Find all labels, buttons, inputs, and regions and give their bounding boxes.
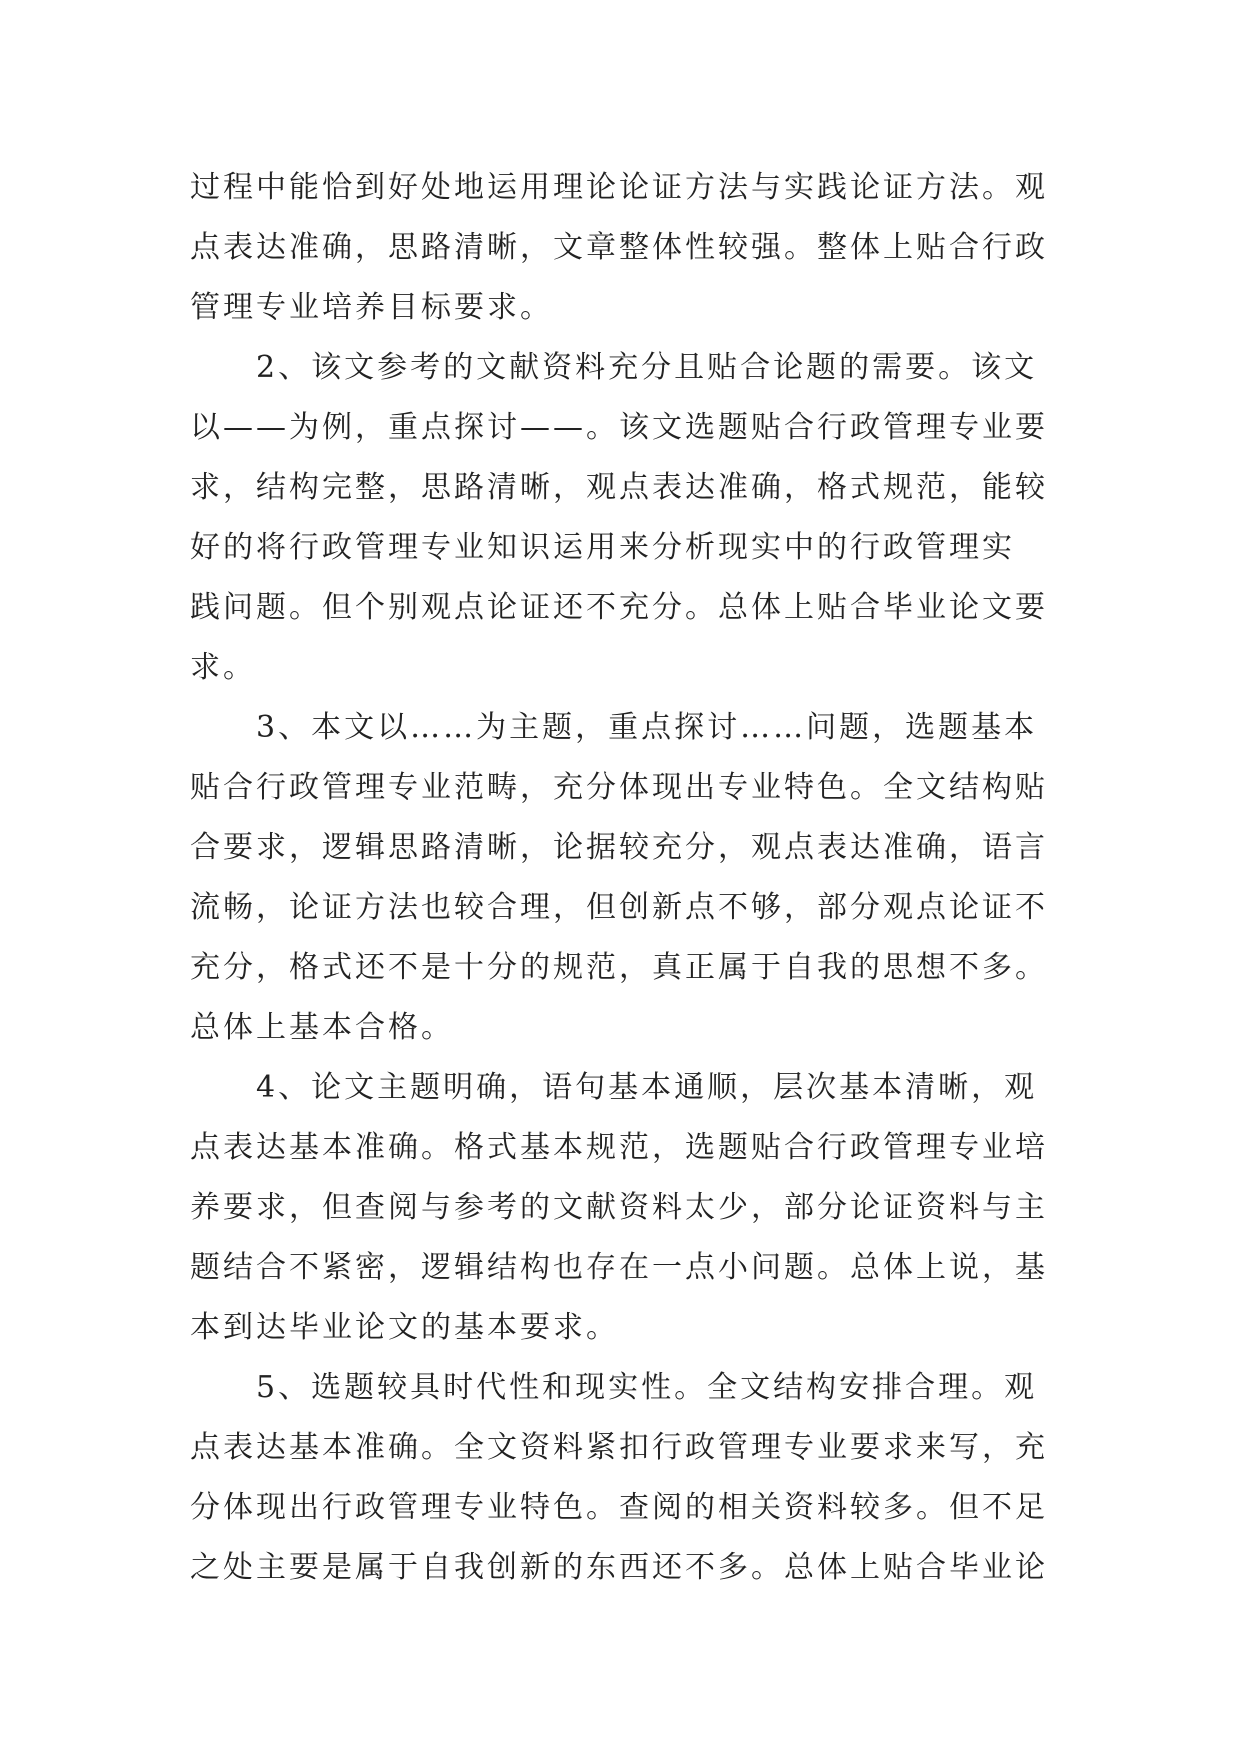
text-line: 充分，格式还不是十分的规范，真正属于自我的思想不多。 xyxy=(190,950,1048,985)
text-line: 4、论文主题明确，语句基本通顺，层次基本清晰，观 xyxy=(256,1070,1038,1105)
text-line: 总体上基本合格。 xyxy=(190,1010,454,1045)
text-line: 之处主要是属于自我创新的东西还不多。总体上贴合毕业论 xyxy=(190,1550,1048,1585)
text-line: 践问题。但个别观点论证还不充分。总体上贴合毕业论文要 xyxy=(190,590,1048,625)
paragraph-4 xyxy=(190,1058,1050,1358)
text-line: 2、该文参考的文献资料充分且贴合论题的需要。该文 xyxy=(256,350,1038,385)
text-line: 5、选题较具时代性和现实性。全文结构安排合理。观 xyxy=(256,1370,1038,1405)
text-line: 点表达准确，思路清晰，文章整体性较强。整体上贴合行政 xyxy=(190,230,1048,265)
paragraph-1 xyxy=(190,158,1050,338)
text-line: 过程中能恰到好处地运用理论论证方法与实践论证方法。观 xyxy=(190,170,1048,205)
text-line: 合要求，逻辑思路清晰，论据较充分，观点表达准确，语言 xyxy=(190,830,1048,865)
text-line: 养要求，但查阅与参考的文献资料太少，部分论证资料与主 xyxy=(190,1190,1048,1225)
text-line: 题结合不紧密，逻辑结构也存在一点小问题。总体上说，基 xyxy=(190,1250,1048,1285)
text-line: 以——为例，重点探讨——。该文选题贴合行政管理专业要 xyxy=(190,410,1048,445)
paragraph-5 xyxy=(190,1358,1050,1598)
text-line: 求，结构完整，思路清晰，观点表达准确，格式规范，能较 xyxy=(190,470,1048,505)
text-line: 分体现出行政管理专业特色。查阅的相关资料较多。但不足 xyxy=(190,1490,1048,1525)
text-line: 3、本文以……为主题，重点探讨……问题，选题基本 xyxy=(256,710,1038,745)
paragraph-2 xyxy=(190,338,1050,698)
text-line: 点表达基本准确。格式基本规范，选题贴合行政管理专业培 xyxy=(190,1130,1048,1165)
text-line: 求。 xyxy=(190,650,256,685)
text-line: 流畅，论证方法也较合理，但创新点不够，部分观点论证不 xyxy=(190,890,1048,925)
document-body xyxy=(190,158,1050,1598)
text-line: 本到达毕业论文的基本要求。 xyxy=(190,1310,619,1345)
text-line: 好的将行政管理专业知识运用来分析现实中的行政管理实 xyxy=(190,530,1015,565)
text-line: 点表达基本准确。全文资料紧扣行政管理专业要求来写，充 xyxy=(190,1430,1048,1465)
paragraph-3 xyxy=(190,698,1050,1058)
text-line: 管理专业培养目标要求。 xyxy=(190,290,553,325)
text-line: 贴合行政管理专业范畴，充分体现出专业特色。全文结构贴 xyxy=(190,770,1048,805)
